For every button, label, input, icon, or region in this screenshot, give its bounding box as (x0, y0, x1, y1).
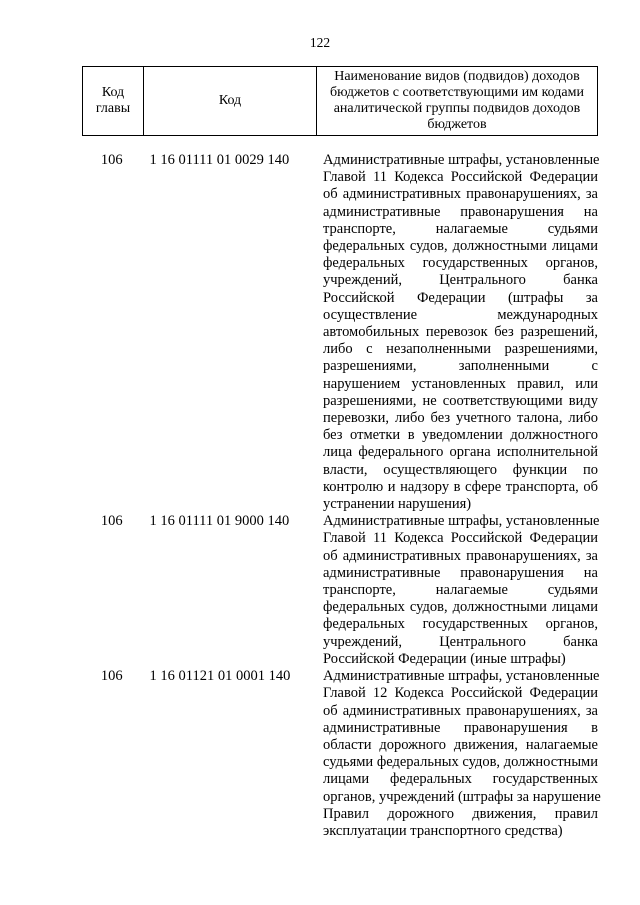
header-code: Код (143, 67, 316, 135)
row-name-line: Административные штрафы, установленные (323, 513, 600, 530)
row-name-line: устранении нарушения) (323, 496, 472, 513)
row-name-line: Административные штрафы, установленные (323, 668, 600, 685)
table-row (82, 513, 598, 668)
row-revenue-name (323, 513, 598, 668)
row-name-line: разрешениями, не соответствующими виду (323, 392, 598, 409)
row-name-line: Главой 12 Кодекса Российской Федерации (323, 685, 598, 702)
header-name-line: бюджетов (427, 117, 487, 132)
row-name-line: транспорте, налагаемые судьями (323, 220, 598, 237)
header-chapter-code (83, 67, 143, 135)
row-revenue-code: 1 16 01111 01 9000 140 (149, 513, 290, 530)
header-name-line: аналитической группы подвидов доходов (333, 101, 581, 116)
row-name-line: Административные штрафы, установленные (323, 152, 600, 168)
row-name-line: нарушением установленных правил, или (323, 375, 598, 392)
row-name-line: судьями федеральных судов, должностными (323, 754, 598, 771)
header-name-line: бюджетов с соответствующими им кодами (330, 85, 584, 100)
row-name-line: федеральных государственных органов, (323, 616, 598, 633)
header-name (316, 67, 597, 135)
row-chapter-code: 106 (100, 668, 123, 685)
page-number: 122 (309, 35, 331, 50)
row-name-line: транспорте, налагаемые судьями (323, 582, 598, 599)
table-header (82, 66, 598, 136)
row-revenue-name (323, 668, 601, 840)
row-name-line: административные правонарушения на (323, 564, 598, 581)
row-name-line: федеральных судов, должностными лицами (323, 599, 598, 616)
row-name-line: об административных правонарушениях, за (323, 702, 598, 719)
row-name-line: Главой 11 Кодекса Российской Федерации (323, 169, 598, 186)
row-name-line: федеральных государственных органов, (323, 255, 598, 272)
row-name-line: Российской Федерации (иные штрафы) (323, 650, 566, 667)
row-name-line: Российской Федерации (штрафы за (323, 289, 598, 306)
row-name-line: осуществление международных (323, 306, 598, 323)
table-row (82, 668, 601, 840)
row-name-line: автомобильных перевозок без разрешений, (323, 324, 598, 341)
table-row (82, 152, 598, 513)
row-name-line: эксплуатации транспортного средства) (323, 822, 563, 839)
row-name-line: разрешениями, заполненными с (323, 358, 598, 375)
row-name-line: лицами федеральных государственных (323, 771, 598, 788)
row-name-line: власти, осуществляющего функции по (323, 461, 598, 478)
row-name-line: об административных правонарушениях, за (323, 547, 598, 564)
row-chapter-code: 106 (100, 513, 123, 530)
row-name-line: административные правонарушения на (323, 203, 598, 220)
row-name-line: органов, учреждений (штрафы за нарушение (323, 788, 601, 805)
header-chapter-code-line: Код (101, 85, 125, 100)
row-name-line: лица федерального органа исполнительной (323, 444, 598, 461)
row-name-line: области дорожного движения, налагаемые (323, 736, 598, 753)
table-body (82, 152, 601, 840)
row-name-line: об административных правонарушениях, за (323, 186, 598, 203)
row-name-line: учреждений, Центрального банка (323, 633, 598, 650)
header-name-line: Наименование видов (подвидов) доходов (334, 69, 580, 84)
row-name-line: Правил дорожного движения, правил (323, 805, 598, 822)
row-name-line: Главой 11 Кодекса Российской Федерации (323, 530, 598, 547)
row-name-line: федеральных судов, должностными лицами (323, 238, 598, 255)
row-name-line: административные правонарушения в (323, 719, 598, 736)
row-name-line: перевозки, либо без учетного талона, либо (323, 410, 598, 427)
row-revenue-code: 1 16 01121 01 0001 140 (149, 668, 291, 685)
row-name-line: без отметки в уведомлении должностного (323, 427, 598, 444)
header-chapter-code-line: главы (95, 101, 131, 116)
row-name-line: контролю и надзору в сфере транспорта, об (323, 478, 598, 495)
row-name-line: учреждений, Центрального банка (323, 272, 598, 289)
row-chapter-code: 106 (100, 152, 123, 168)
row-name-line: либо с незаполненными разрешениями, (323, 341, 598, 358)
row-revenue-code: 1 16 01111 01 0029 140 (149, 152, 290, 168)
row-revenue-name (323, 152, 598, 513)
